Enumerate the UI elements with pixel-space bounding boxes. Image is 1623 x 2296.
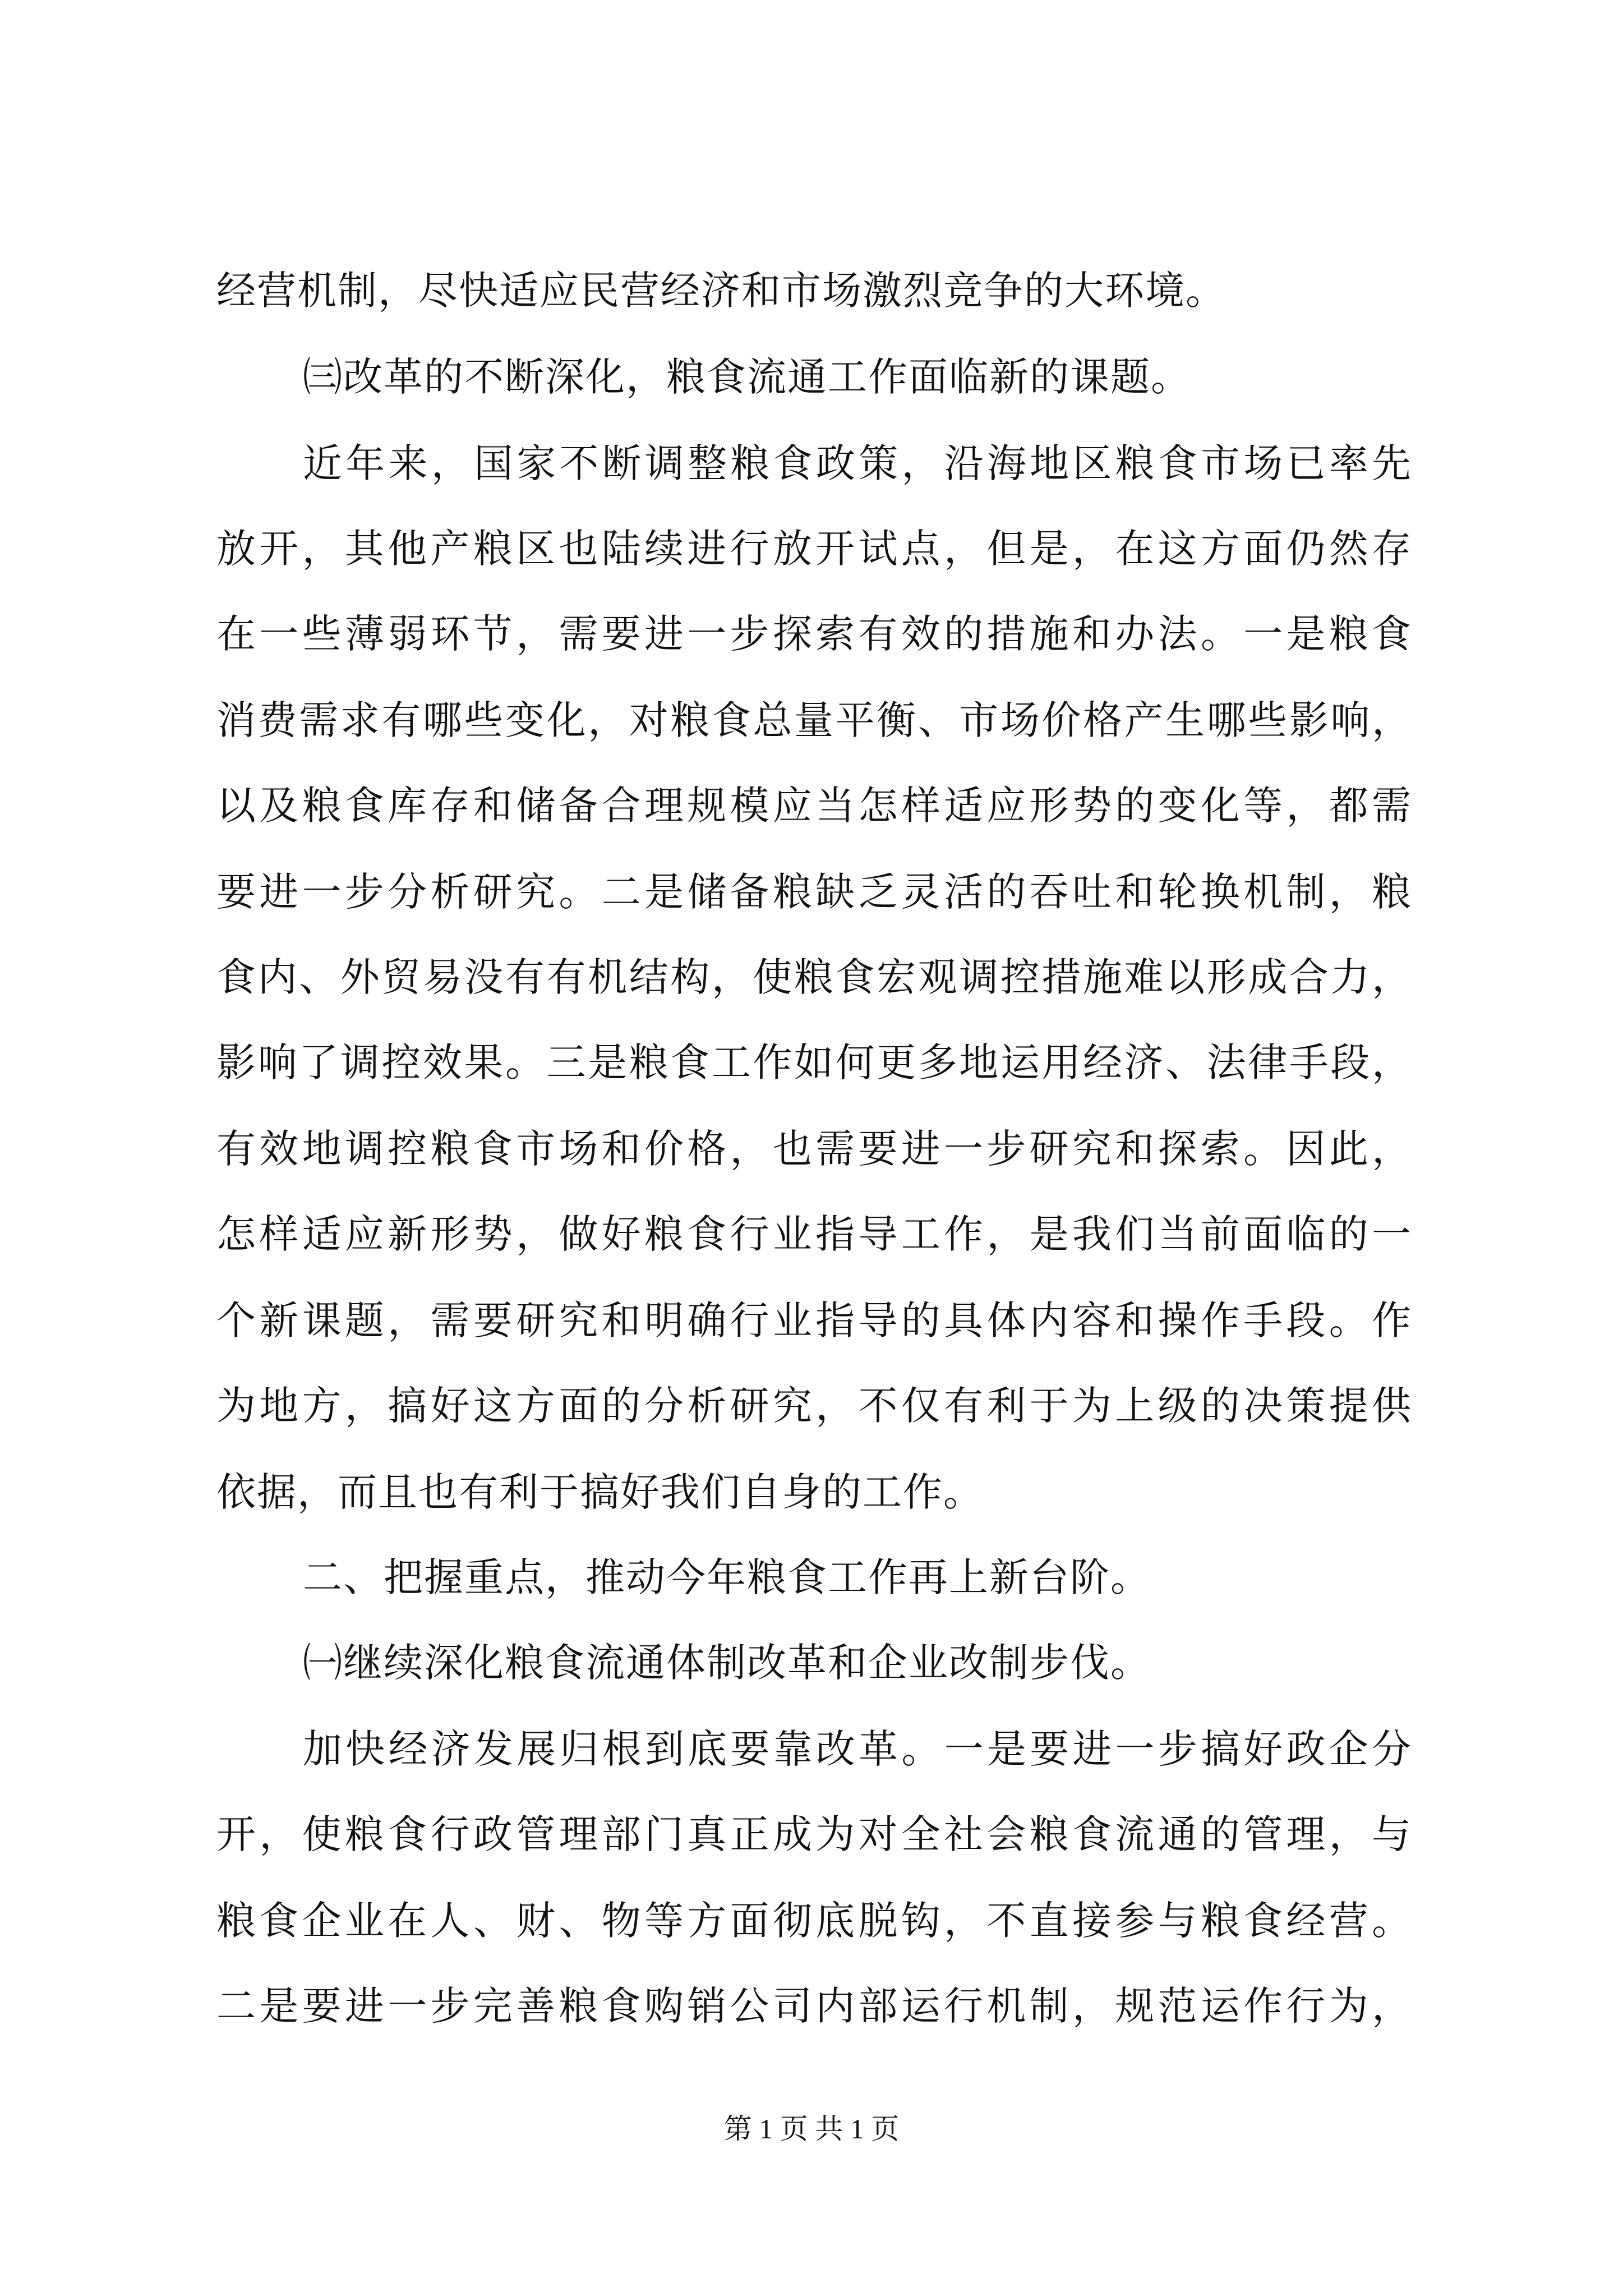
text-line-content: 以及粮食库存和储备合理规模应当怎样适应形势的变化等，都需 (216, 783, 1412, 829)
text-line-content: 个新课题，需要研究和明确行业指导的具体内容和操作手段。作 (216, 1297, 1412, 1343)
text-line-content: 食内、外贸易没有有机结构，使粮食宏观调控措施难以形成合力， (216, 954, 1412, 1000)
text-line-content: 加快经济发展归根到底要靠改革。一是要进一步搞好政企分 (303, 1726, 1412, 1772)
text-line-content: 依据，而且也有利于搞好我们自身的工作。 (216, 1469, 984, 1515)
text-line-content: 开，使粮食行政管理部门真正成为对全社会粮食流通的管理，与 (216, 1811, 1412, 1857)
text-line-content: 放开，其他产粮区也陆续进行放开试点，但是，在这方面仍然存 (216, 526, 1412, 572)
page-footer: 第 1 页 共 1 页 (723, 2113, 900, 2145)
text-line-content: 要进一步分析研究。二是储备粮缺乏灵活的吞吐和轮换机制，粮 (216, 869, 1412, 915)
section-heading-text: ㈠继续深化粮食流通体制改革和企业改制步伐。 (303, 1640, 1151, 1686)
text-line-content: 二是要进一步完善粮食购销公司内部运行机制，规范运作行为， (216, 1983, 1412, 2029)
text-line-content: 近年来，国家不断调整粮食政策，沿海地区粮食市场已率先 (303, 440, 1412, 486)
text-line-content: 粮食企业在人、财、物等方面彻底脱钩，不直接参与粮食经营。 (216, 1898, 1412, 1944)
text-line-content: 消费需求有哪些变化，对粮食总量平衡、市场价格产生哪些影响， (216, 697, 1412, 743)
text-line-content: 怎样适应新形势，做好粮食行业指导工作，是我们当前面临的一 (216, 1211, 1412, 1257)
section-heading-text: ㈢改革的不断深化，粮食流通工作面临新的课题。 (303, 354, 1191, 400)
text-line-content: 为地方，搞好这方面的分析研究，不仅有利于为上级的决策提供 (216, 1383, 1412, 1429)
text-line-content: 经营机制，尽快适应民营经济和市场激烈竞争的大环境。 (216, 268, 1226, 314)
text-line-content: 有效地调控粮食市场和价格，也需要进一步研究和探索。因此， (216, 1126, 1412, 1172)
text-line-content: 影响了调控效果。三是粮食工作如何更多地运用经济、法律手段， (216, 1039, 1412, 1085)
text-line-content: 在一些薄弱环节，需要进一步探索有效的措施和办法。一是粮食 (216, 611, 1412, 657)
section-heading-text: 二、把握重点，推动今年粮食工作再上新台阶。 (303, 1554, 1151, 1600)
